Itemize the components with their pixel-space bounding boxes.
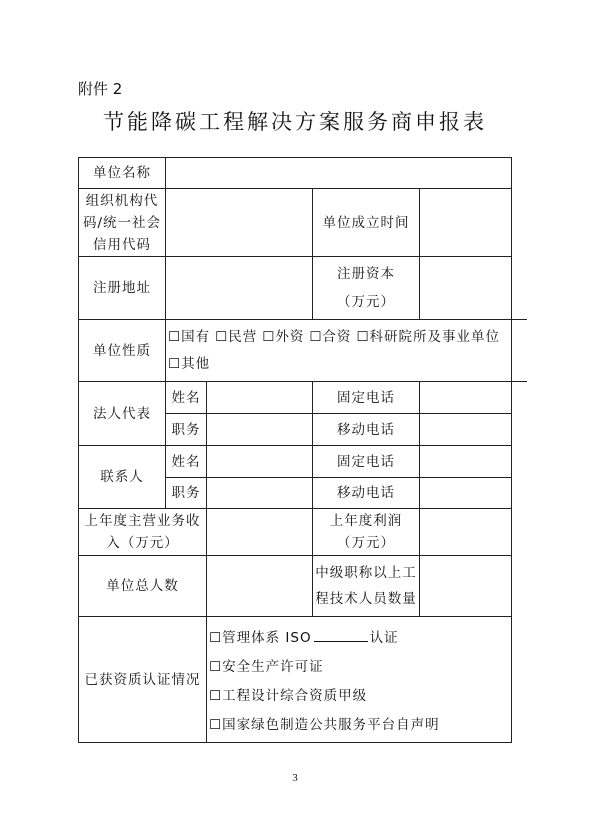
label-contact-landline <box>312 445 420 478</box>
label-legal-rep <box>78 381 166 446</box>
label-line: 程技术人员数量 <box>315 591 417 607</box>
label-revenue <box>78 508 207 556</box>
label-line: 信用代码 <box>93 236 151 253</box>
label-contact-mobile <box>312 477 420 509</box>
label-text: 固定电话 <box>337 453 395 470</box>
label-text: 已获资质认证情况 <box>84 671 201 688</box>
label-line: 入（万元） <box>106 535 179 551</box>
option-foreign[interactable]: ☐外资 <box>262 329 305 346</box>
option-other[interactable]: ☐其他 <box>168 355 211 372</box>
field-contact-landline[interactable] <box>419 445 512 478</box>
page-number: 3 <box>292 772 298 784</box>
label-line: （万元） <box>337 294 395 310</box>
iso-blank-input[interactable] <box>314 629 368 642</box>
qualification-iso-suffix: 认证 <box>369 629 399 646</box>
field-unit-name[interactable] <box>165 157 512 189</box>
label-text: 姓名 <box>171 453 201 470</box>
nature-options <box>165 319 527 382</box>
label-line: 组织机构代 <box>85 192 159 209</box>
label-text: 职务 <box>171 421 201 438</box>
qualification-safety-license[interactable]: ☐安全生产许可证 <box>209 658 324 675</box>
label-contact <box>78 445 166 509</box>
label-legal-mobile <box>312 413 420 446</box>
field-contact-mobile[interactable] <box>419 477 512 509</box>
field-reg-address[interactable] <box>165 256 313 320</box>
label-text: 单位总人数 <box>106 578 179 594</box>
label-line: 注册资本 <box>337 266 395 282</box>
label-text: 移动电话 <box>337 485 395 501</box>
label-legal-name <box>165 381 207 414</box>
option-joint-venture[interactable]: ☐合资 <box>309 329 352 346</box>
field-employees[interactable] <box>206 555 313 617</box>
label-qualifications <box>78 616 207 743</box>
label-text: 联系人 <box>100 469 144 485</box>
label-line: 码/统一社会 <box>82 214 162 231</box>
qualification-green-platform[interactable]: ☐国家绿色制造公共服务平台自声明 <box>209 717 440 734</box>
label-text: 法人代表 <box>93 405 151 422</box>
qualification-iso-text: ☐管理体系 ISO <box>209 629 312 646</box>
label-text: 移动电话 <box>337 421 395 438</box>
field-contact-position[interactable] <box>206 477 313 509</box>
qualification-options <box>206 616 512 743</box>
field-legal-position[interactable] <box>206 413 313 446</box>
label-profit <box>312 508 420 556</box>
field-legal-name[interactable] <box>206 381 313 414</box>
qualification-iso[interactable] <box>209 627 440 649</box>
field-reg-capital[interactable] <box>419 256 512 320</box>
label-nature <box>78 319 166 382</box>
label-text: 单位名称 <box>93 165 151 181</box>
label-employees <box>78 555 207 617</box>
option-research-institute[interactable]: ☐科研院所及事业单位 <box>356 329 501 346</box>
field-revenue[interactable] <box>206 508 313 556</box>
label-line: 中级职称以上工 <box>315 565 417 581</box>
field-profit[interactable] <box>419 508 512 556</box>
label-technicians <box>312 555 420 617</box>
label-line: 上年度主营业务收 <box>84 513 201 529</box>
field-legal-mobile[interactable] <box>419 413 512 446</box>
field-legal-landline[interactable] <box>419 381 512 414</box>
label-text: 职务 <box>171 485 201 501</box>
field-contact-name[interactable] <box>206 445 313 478</box>
field-technicians[interactable] <box>419 555 512 617</box>
label-legal-landline <box>312 381 420 414</box>
label-contact-position <box>165 477 207 509</box>
label-contact-name <box>165 445 207 478</box>
qualification-engineering-design[interactable]: ☐工程设计综合资质甲级 <box>209 688 368 705</box>
label-legal-position <box>165 413 207 446</box>
option-private[interactable]: ☐民营 <box>215 329 258 346</box>
label-reg-address <box>78 256 166 320</box>
label-unit-name <box>78 157 166 189</box>
label-reg-capital <box>312 256 420 320</box>
label-text: 固定电话 <box>337 389 395 406</box>
option-state-owned[interactable]: ☐国有 <box>168 329 211 346</box>
label-org-code <box>78 188 166 257</box>
field-established[interactable] <box>419 188 512 257</box>
label-text: 姓名 <box>171 389 201 406</box>
label-text: 单位性质 <box>93 342 151 359</box>
attachment-label: 附件 2 <box>78 80 123 98</box>
label-text: 单位成立时间 <box>322 214 410 231</box>
field-org-code[interactable] <box>165 188 313 257</box>
label-line: 上年度利润 <box>329 513 403 529</box>
label-established <box>312 188 420 257</box>
nature-right-border <box>511 319 512 382</box>
label-line: （万元） <box>337 535 395 551</box>
form-title: 节能降碳工程解决方案服务商申报表 <box>103 110 487 134</box>
label-text: 注册地址 <box>93 280 151 296</box>
